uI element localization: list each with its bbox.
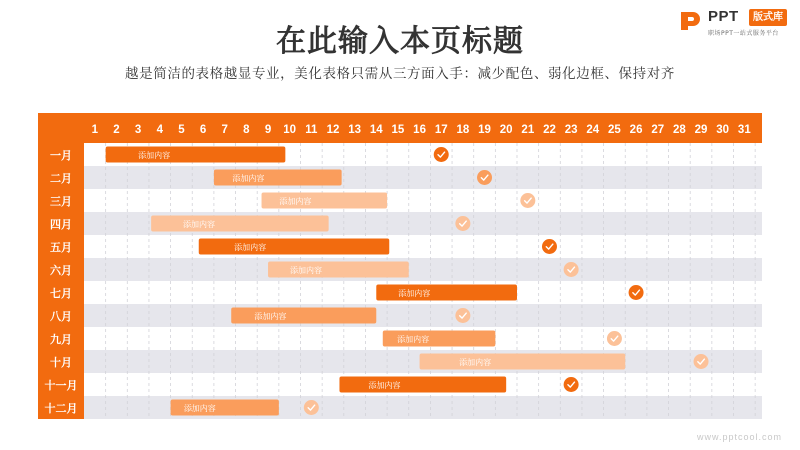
day-label: 3 — [134, 124, 142, 136]
day-label: 28 — [672, 124, 686, 136]
day-label: 22 — [543, 124, 556, 136]
day-label: 10 — [283, 124, 297, 136]
task-bar-label: 添加内容 — [279, 197, 312, 206]
task-bar — [106, 147, 286, 163]
task-bar-label: 添加内容 — [234, 243, 267, 252]
day-label: 9 — [264, 124, 272, 136]
day-label: 12 — [326, 124, 340, 136]
row-stripe — [84, 258, 762, 281]
logo-tagline: 职场PPT一站式服务平台 — [708, 30, 779, 37]
month-label: 八月 — [50, 310, 72, 323]
day-label: 25 — [608, 124, 621, 136]
milestone-marker — [542, 239, 557, 254]
task-bar-label: 添加内容 — [459, 358, 492, 367]
day-label: 7 — [221, 124, 228, 136]
month-label: 六月 — [50, 264, 72, 277]
task-bar — [151, 216, 329, 232]
task-bar-label: 添加内容 — [254, 312, 287, 321]
month-label: 三月 — [50, 195, 72, 208]
day-label: 11 — [305, 124, 318, 136]
day-label: 19 — [478, 124, 491, 136]
task-bar-label: 添加内容 — [397, 335, 430, 344]
month-label: 七月 — [50, 287, 72, 300]
day-label: 17 — [434, 124, 448, 136]
day-label: 23 — [564, 124, 578, 136]
month-label: 一月 — [50, 149, 72, 162]
day-label: 15 — [391, 124, 405, 136]
task-bar-label: 添加内容 — [138, 151, 171, 160]
milestone-marker — [434, 147, 449, 162]
day-label: 29 — [694, 124, 708, 136]
milestone-marker — [564, 377, 579, 392]
day-label: 1 — [91, 124, 99, 136]
milestone-marker — [455, 308, 470, 323]
month-label: 九月 — [50, 333, 72, 346]
task-bar-label: 添加内容 — [368, 381, 401, 390]
task-bar-label: 添加内容 — [398, 289, 431, 298]
task-bar-label: 添加内容 — [183, 404, 216, 413]
task-bar-label: 添加内容 — [290, 266, 323, 275]
day-label: 20 — [499, 124, 513, 136]
milestone-marker — [304, 400, 319, 415]
milestone-marker — [629, 285, 644, 300]
day-label: 2 — [113, 124, 120, 136]
milestone-marker — [694, 354, 709, 369]
task-bar — [420, 354, 626, 370]
day-label: 6 — [199, 124, 207, 136]
day-label: 8 — [243, 124, 250, 136]
day-label: 4 — [156, 124, 163, 136]
day-label: 30 — [716, 124, 730, 136]
milestone-marker — [520, 193, 535, 208]
day-label: 27 — [651, 124, 665, 136]
month-label: 十月 — [50, 356, 72, 369]
milestone-marker — [564, 262, 579, 277]
milestone-marker — [455, 216, 470, 231]
day-label: 18 — [456, 124, 470, 136]
page-title: 在此输入本页标题 — [276, 24, 524, 59]
task-bar-label: 添加内容 — [232, 174, 265, 183]
watermark: www.pptcool.com — [696, 432, 782, 442]
day-label: 13 — [348, 124, 362, 136]
day-label: 14 — [369, 124, 383, 136]
day-label: 24 — [586, 124, 600, 136]
month-label: 二月 — [50, 172, 72, 185]
task-bar — [339, 377, 506, 393]
month-label: 五月 — [50, 241, 72, 254]
logo-brand-text: PPT — [708, 8, 739, 25]
page-subtitle: 越是简洁的表格越显专业，美化表格只需从三方面入手：减少配色、弱化边框、保持对齐 — [125, 66, 675, 82]
logo-badge: 版式库 — [749, 9, 787, 26]
month-label: 十一月 — [44, 379, 78, 392]
task-bar-label: 添加内容 — [183, 220, 216, 229]
month-label: 十二月 — [44, 402, 78, 415]
task-bar — [199, 239, 390, 255]
day-label: 31 — [737, 124, 751, 136]
day-label: 21 — [521, 124, 535, 136]
row-stripe — [84, 166, 762, 189]
milestone-marker — [477, 170, 492, 185]
milestone-marker — [607, 331, 622, 346]
day-label: 26 — [629, 124, 643, 136]
row-stripe — [84, 304, 762, 327]
task-bar — [231, 308, 376, 324]
day-label: 5 — [178, 124, 185, 136]
day-label: 16 — [413, 124, 426, 136]
month-label: 四月 — [50, 218, 72, 231]
